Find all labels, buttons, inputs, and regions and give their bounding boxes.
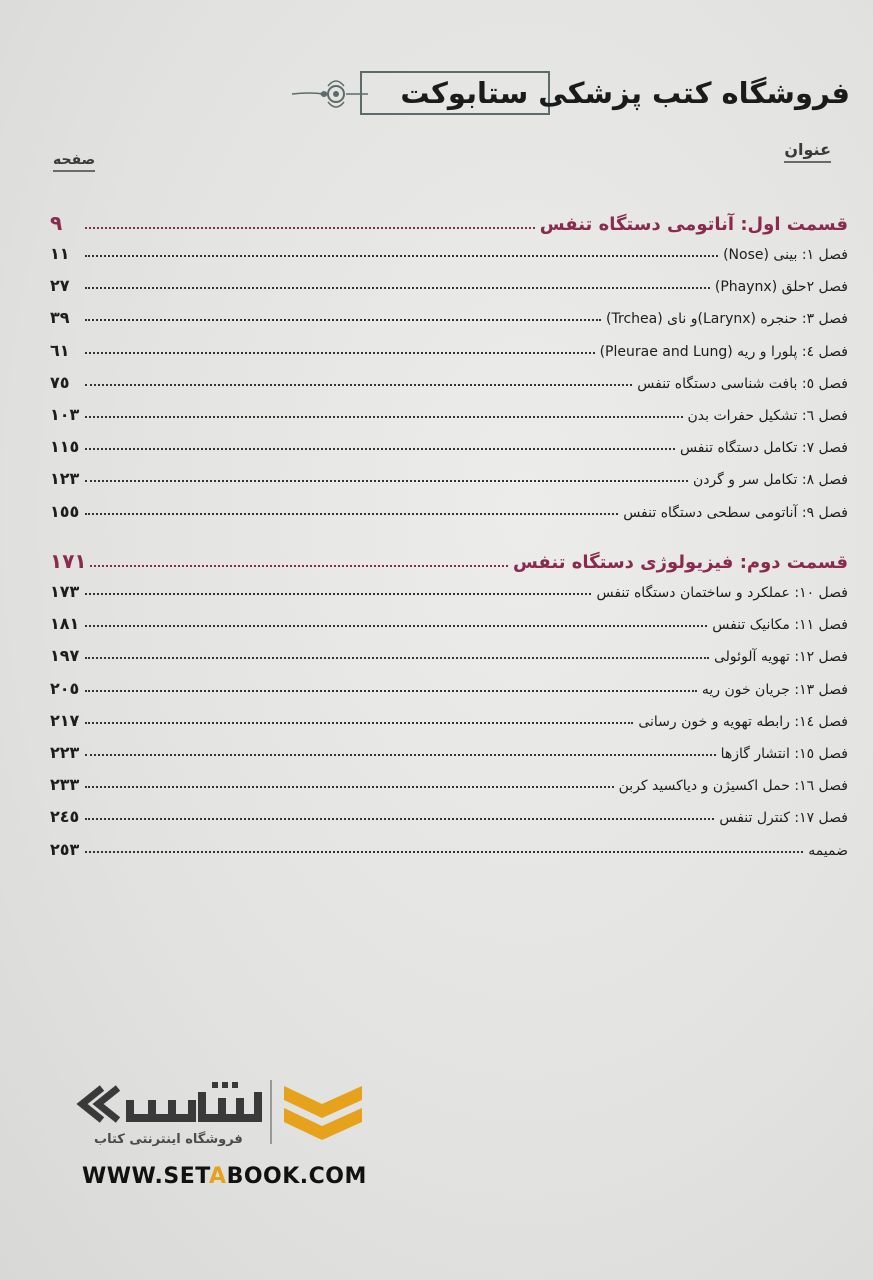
url-accent: A <box>209 1164 227 1189</box>
dot-leader <box>85 447 675 450</box>
page-number: ۲٤٥ <box>50 807 80 827</box>
toc-chapter-row <box>50 635 848 665</box>
chapter-title: فصل ۸: تکامل سر و گردن <box>692 472 848 489</box>
page-number: ٧٥ <box>50 372 70 392</box>
dot-leader <box>85 721 633 724</box>
dot-leader <box>85 592 591 595</box>
chapter-title: ضمیمه <box>808 842 848 859</box>
column-title-heading: عنوان <box>784 140 831 163</box>
chapter-title: فصل ۲حلق (Phaynx) <box>714 279 848 296</box>
dot-leader <box>85 753 716 756</box>
toc-chapter-row <box>50 491 848 521</box>
dot-leader <box>85 351 595 354</box>
toc-chapter-row <box>50 571 848 601</box>
toc-chapter-row <box>50 394 848 424</box>
dot-leader <box>85 656 709 659</box>
toc-chapter-row <box>50 233 848 263</box>
toc-chapter-row <box>50 700 848 730</box>
dot-leader <box>85 624 707 627</box>
page-number: ۲۳۳ <box>50 775 80 795</box>
toc-part-row <box>50 543 848 573</box>
page-number: ۳۹ <box>50 308 70 328</box>
setabook-wordmark-icon <box>72 1078 262 1134</box>
chapter-title: فصل ۳: حنجره (Larynx)و نای (Trchea) <box>606 311 848 328</box>
page-number: ۱۱ <box>50 244 70 263</box>
toc-chapter-row <box>50 362 848 392</box>
toc-chapter-row <box>50 458 848 488</box>
chapter-title: فصل ۱۳: جریان خون ریه <box>701 681 848 698</box>
dot-leader <box>85 318 601 321</box>
book-chevron-icon <box>280 1080 366 1144</box>
chapter-title: فصل ۱۱: مکانیک تنفس <box>712 617 848 634</box>
toc-chapter-row <box>50 764 848 794</box>
dot-leader <box>85 850 803 853</box>
dot-leader <box>85 415 683 418</box>
page-number: ۱۱٥ <box>50 437 80 457</box>
chapter-title: فصل ٧: تکامل دستگاه تنفس <box>679 440 848 457</box>
chapter-title: فصل ۱٦: حمل اکسیژن و دیاکسید کربن <box>618 778 848 795</box>
header-banner <box>290 66 850 120</box>
store-title: فروشگاه کتب پزشکی ستابوکت <box>400 76 850 110</box>
dot-leader <box>85 226 535 229</box>
chapter-title: فصل ۱٤: رابطه تهویه و خون رسانی <box>638 713 848 730</box>
chapter-title: فصل ٤: پلورا و ریه (Pleurae and Lung) <box>599 343 848 360</box>
page-number: ۲۰٥ <box>50 678 80 698</box>
chapter-title: فصل ٥: بافت شناسی دستگاه تنفس <box>637 375 848 392</box>
page-number: ۲۲۳ <box>50 743 80 762</box>
toc-chapter-row <box>50 732 848 762</box>
dot-leader <box>85 286 710 289</box>
toc-chapter-row <box>50 426 848 456</box>
page-number: ۲۱٧ <box>50 710 80 730</box>
dot-leader <box>85 479 688 482</box>
page-number: ۱٥٥ <box>50 501 80 521</box>
dot-leader <box>85 383 632 386</box>
column-page-heading: صفحه <box>53 152 95 172</box>
chapter-title: فصل ۹: آناتومی سطحی دستگاه تنفس <box>623 504 848 521</box>
toc-chapter-row <box>50 796 848 826</box>
page-number: ۲٥۳ <box>50 839 80 859</box>
dot-leader <box>85 512 618 515</box>
part-title: قسمت اول: آناتومی دستگاه تنفس <box>539 214 848 235</box>
dot-leader <box>85 817 714 820</box>
part-title: قسمت دوم: فیزیولوژی دستگاه تنفس <box>512 552 848 573</box>
chapter-title: فصل ۱٥: انتشار گازها <box>720 746 848 762</box>
ornament-icon <box>290 78 370 108</box>
dot-leader <box>85 689 697 692</box>
toc-chapter-row <box>50 297 848 327</box>
page-number: ۱۹٧ <box>50 646 80 666</box>
page-number: ۱٧۱ <box>50 549 87 573</box>
page-number: ۱٧۳ <box>50 582 80 601</box>
toc-part-row <box>50 205 848 235</box>
toc-chapter-row <box>50 829 848 859</box>
toc-chapter-row <box>50 330 848 360</box>
chapter-title: فصل ۱٧: کنترل تنفس <box>719 810 848 827</box>
logo-divider <box>270 1080 272 1144</box>
toc-chapter-row <box>50 603 848 633</box>
url-suffix: BOOK.COM <box>226 1164 367 1189</box>
chapter-title: فصل ۱: بینی (Nose) <box>723 247 848 263</box>
website-url <box>82 1164 367 1189</box>
page-number: ۱۲۳ <box>50 469 80 489</box>
chapter-title: فصل ۱۲: تهویه آلوئولی <box>714 649 848 666</box>
page-number: ۹ <box>50 211 63 235</box>
dot-leader <box>85 254 718 257</box>
dot-leader <box>90 564 508 567</box>
toc-chapter-row <box>50 265 848 295</box>
page-number: ۱۰۳ <box>50 405 80 424</box>
toc-chapter-row <box>50 668 848 698</box>
page-number: ٦١ <box>50 340 70 360</box>
page-number: ۱۸۱ <box>50 614 80 634</box>
chapter-title: فصل ٦: تشکیل حفرات بدن <box>687 408 848 424</box>
logo-tagline: فروشگاه اینترنتی کتاب <box>94 1132 243 1147</box>
setabook-logo <box>64 1074 374 1204</box>
chapter-title: فصل ۱۰: عملکرد و ساختمان دستگاه تنفس <box>596 585 848 601</box>
url-prefix: WWW.SET <box>82 1164 210 1189</box>
page-number: ۲۷ <box>50 276 70 296</box>
dot-leader <box>85 785 614 788</box>
